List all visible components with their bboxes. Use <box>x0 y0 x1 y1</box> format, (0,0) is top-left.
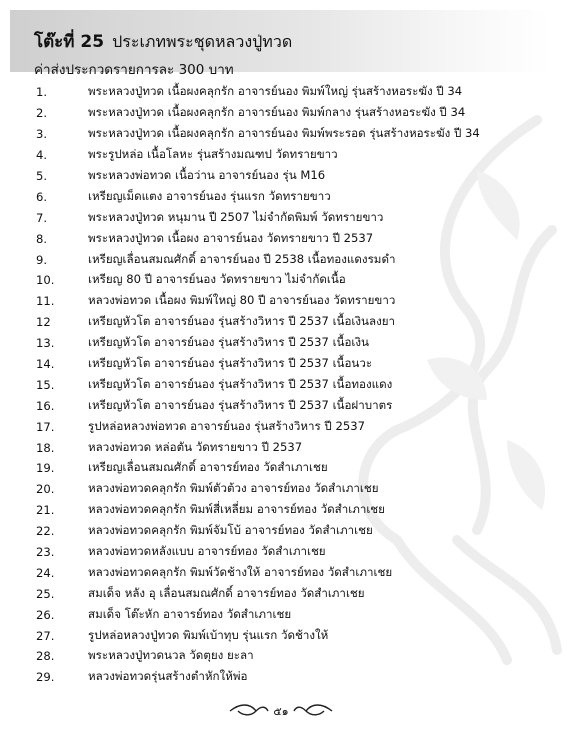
list-item <box>22 145 480 166</box>
item-list <box>22 82 480 688</box>
item-text: รูปหล่อหลวงปู่ทวด พิมพ์เบ้าทุบ รุ่นแรก วัดช้างให้ <box>88 627 329 642</box>
list-item <box>22 207 480 228</box>
item-text: พระหลวงปู่ทวด หนุมาน ปี 2507 ไม่จำกัดพิมพ์ วัดทรายขาว <box>88 209 384 224</box>
item-text: เหรียญหัวโต อาจารย์นอง รุ่นสร้างวิหาร ปี 2537 เนื้อทองแดง <box>88 376 393 391</box>
item-text: พระรูปหล่อ เนื้อโลหะ รุ่นสร้างมณฑป วัดทรายขาว <box>88 147 338 162</box>
list-item <box>22 583 480 604</box>
item-number: 27. <box>36 628 55 643</box>
item-number: 23. <box>36 545 55 560</box>
item-text: พระหลวงปู่ทวด เนื้อผง อาจารย์นอง วัดทรายขาว ปี 2537 <box>88 230 374 245</box>
item-text: หลวงพ่อทวดคลุกรัก พิมพ์ตัวต้วง อาจารย์ทอง วัดสำเภาเชย <box>88 481 379 496</box>
list-item <box>22 186 480 207</box>
item-number: 6. <box>36 189 48 204</box>
item-text: สมเด็จ หลัง อุ เลื่อนสมณศักดิ์ อาจารย์ทอง วัดสำเภาเชย <box>88 585 365 600</box>
item-number: 13. <box>36 336 55 351</box>
item-number: 26. <box>36 607 55 622</box>
item-text: พระหลวงปู่ทวด เนื้อผงคลุกรัก อาจารย์นอง พิมพ์กลาง รุ่นสร้างหอระฆัง ปี 34 <box>88 105 466 120</box>
list-item <box>22 228 480 249</box>
item-number: 17. <box>36 419 55 434</box>
item-text: หลวงพ่อทวด หล่อตัน วัดทรายขาว ปี 2537 <box>88 439 303 454</box>
list-item <box>22 625 480 646</box>
list-item <box>22 354 480 375</box>
list-item <box>22 166 480 187</box>
category-title: ประเภทพระชุดหลวงปู่ทวด <box>112 32 293 51</box>
item-text: พระหลวงปู่ทวด เนื้อผงคลุกรัก อาจารย์นอง พิมพ์ใหญ่ รุ่นสร้างหอระฆัง ปี 34 <box>88 84 463 99</box>
page-footer <box>226 699 336 721</box>
item-number: 7. <box>36 210 48 225</box>
list-item <box>22 458 480 479</box>
list-item <box>22 416 480 437</box>
item-text: เหรียญ 80 ปี อาจารย์นอง วัดทรายขาว ไม่จำกัดเนื้อ <box>88 272 346 287</box>
item-text: หลวงพ่อทวด เนื้อผง พิมพ์ใหญ่ 80 ปี อาจารย์นอง วัดทรายขาว <box>88 293 396 308</box>
list-item <box>22 521 480 542</box>
item-number: 4. <box>36 148 48 163</box>
item-number: 18. <box>36 440 55 455</box>
item-text: หลวงพ่อทวดคลุกรัก พิมพ์สี่เหลี่ยม อาจารย์ทอง วัดสำเภาเชย <box>88 502 385 517</box>
item-number: 5. <box>36 169 48 183</box>
list-item <box>22 542 480 563</box>
item-number: 1. <box>36 85 48 100</box>
item-text: พระหลวงปู่ทวด เนื้อผงคลุกรัก อาจารย์นอง พิมพ์พระรอด รุ่นสร้างหอระฆัง ปี 34 <box>88 126 480 141</box>
header-band <box>10 10 550 78</box>
item-text: เหรียญเลื่อนสมณศักดิ์ อาจารย์ทอง วัดสำเภาเชย <box>88 460 328 475</box>
item-text: หลวงพ่อทวดรุ่นสร้างตำหักให้พ่อ <box>88 669 248 684</box>
item-number: 28. <box>36 649 55 664</box>
list-item <box>22 249 480 270</box>
list-item <box>22 82 480 103</box>
item-text: เหรียญเม็ดแตง อาจารย์นอง รุ่นแรก วัดทรายขาว <box>88 188 331 203</box>
item-number: 15. <box>36 377 55 392</box>
item-text: หลวงพ่อทวดคลุกรัก พิมพ์จัมโบ้ อาจารย์ทอง วัดสำเภาเชย <box>88 523 373 538</box>
item-number: 12 <box>36 315 51 330</box>
item-text: หลวงพ่อทวดหลังแบบ อาจารย์ทอง วัดสำเภาเชย <box>88 544 326 559</box>
list-item <box>22 437 480 458</box>
item-text: พระหลวงปู่ทวดนวล วัดตุยง ยะลา <box>88 648 254 663</box>
item-number: 16. <box>36 398 55 413</box>
list-item <box>22 395 480 416</box>
item-number: 21. <box>36 503 55 518</box>
item-number: 14. <box>36 357 55 372</box>
item-text: เหรียญหัวโต อาจารย์นอง รุ่นสร้างวิหาร ปี 2537 เนื้อฝาบาตร <box>88 397 393 412</box>
page-number: ๕๑ <box>273 705 289 718</box>
item-text: เหรียญหัวโต อาจารย์นอง รุ่นสร้างวิหาร ปี 2537 เนื้อเงิน <box>88 335 369 350</box>
list-item <box>22 374 480 395</box>
item-text: เหรียญเลื่อนสมณศักดิ์ อาจารย์นอง ปี 2538 เนื้อทองแดงรมดำ <box>88 251 396 266</box>
list-item <box>22 270 480 291</box>
item-number: 19. <box>36 461 55 476</box>
list-item <box>22 646 480 667</box>
item-number: 24. <box>36 565 55 580</box>
entry-fee: ค่าส่งประกวดรายการละ 300 บาท <box>34 62 234 78</box>
item-text: รูปหล่อหลวงพ่อทวด อาจารย์นอง รุ่นสร้างวิหาร ปี 2537 <box>88 418 365 433</box>
item-number: 10. <box>36 273 55 288</box>
item-number: 2. <box>36 106 48 121</box>
list-item <box>22 479 480 500</box>
item-number: 8. <box>36 231 48 246</box>
list-item <box>22 103 480 124</box>
item-text: เหรียญหัวโต อาจารย์นอง รุ่นสร้างวิหาร ปี 2537 เนื้อนวะ <box>88 356 373 371</box>
item-number: 11. <box>36 294 55 309</box>
table-number: โต๊ะที่ 25 <box>34 32 105 52</box>
list-item <box>22 562 480 583</box>
item-number: 20. <box>36 482 55 497</box>
list-item <box>22 604 480 625</box>
item-number: 29. <box>36 670 55 685</box>
item-number: 25. <box>36 586 55 601</box>
list-item <box>22 312 480 333</box>
list-item <box>22 333 480 354</box>
item-text: พระหลวงพ่อทวด เนื้อว่าน อาจารย์นอง รุ่น M16 <box>88 168 326 182</box>
page-title <box>34 32 292 52</box>
item-text: สมเด็จ โต๊ะหัก อาจารย์ทอง วัดสำเภาเชย <box>88 606 292 621</box>
item-number: 3. <box>36 127 48 142</box>
list-item <box>22 500 480 521</box>
item-text: หลวงพ่อทวดคลุกรัก พิมพ์วัดช้างให้ อาจารย์ทอง วัดสำเภาเชย <box>88 564 393 579</box>
list-item <box>22 124 480 145</box>
list-item <box>22 291 480 312</box>
item-number: 22. <box>36 524 55 539</box>
list-item <box>22 667 480 688</box>
item-text: เหรียญหัวโต อาจารย์นอง รุ่นสร้างวิหาร ปี 2537 เนื้อเงินลงยา <box>88 314 396 329</box>
item-number: 9. <box>36 252 48 267</box>
